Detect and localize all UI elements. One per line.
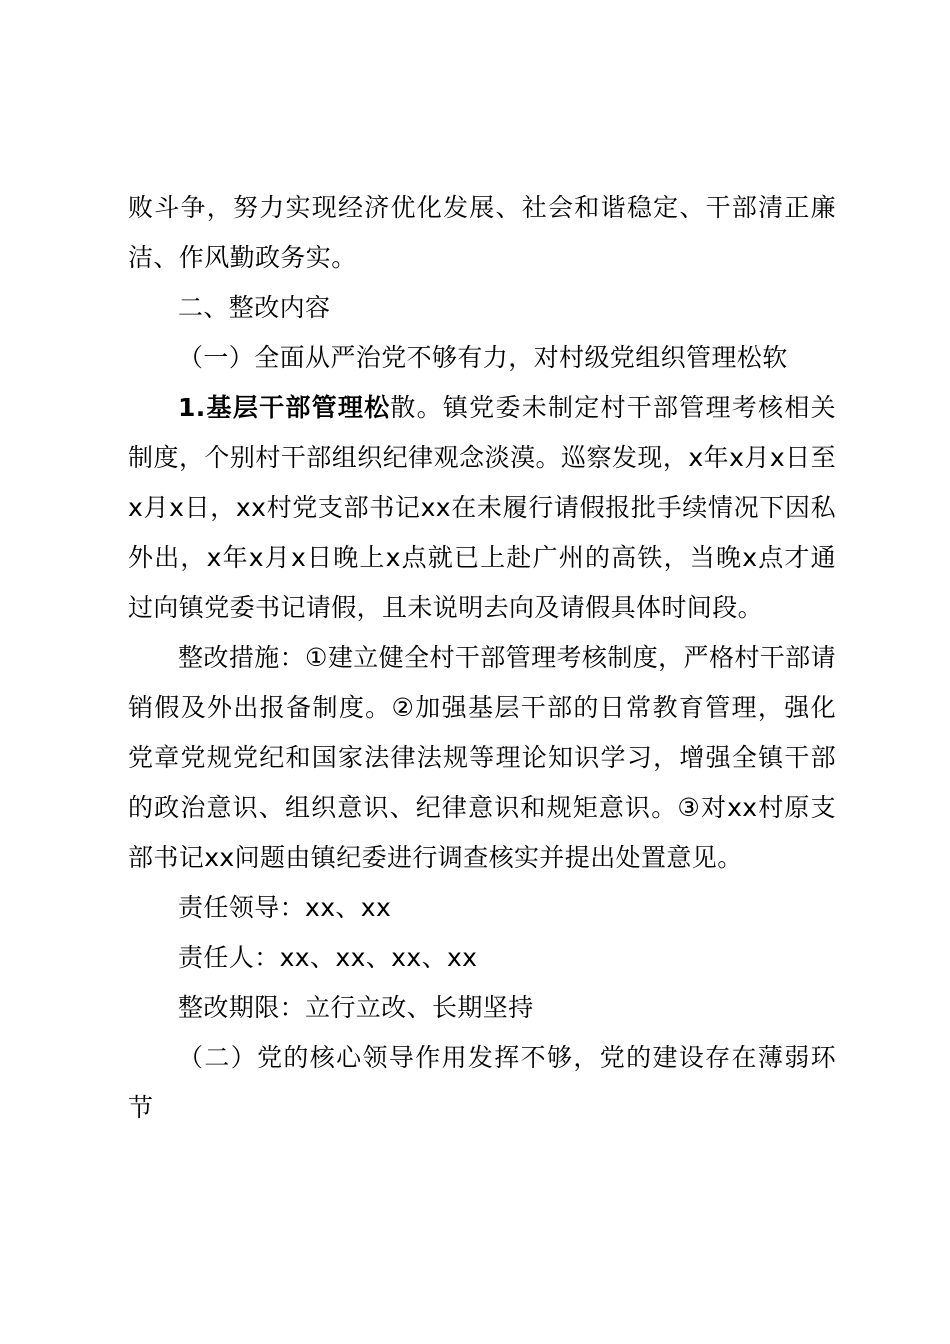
item-1-bold-lead: 1.基层干部管理松 xyxy=(178,393,391,422)
paragraph-item-1 xyxy=(128,383,836,633)
subsection-heading-1: （一）全面从严治党不够有力，对村级党组织管理松软 xyxy=(178,343,788,372)
paragraph-deadline: 整改期限：立行立改、长期坚持 xyxy=(178,993,534,1022)
paragraph-responsible-person: 责任人：xx、xx、xx、xx xyxy=(178,943,478,972)
subsection-heading-2: （二）党的核心领导作用发挥不够，党的建设存在薄弱环节 xyxy=(128,1043,836,1122)
document-body xyxy=(128,183,836,1133)
paragraph-rectification-measures: 整改措施：①建立健全村干部管理考核制度，严格村干部请销假及外出报备制度。②加强基层干部的日常教育管理，强化党章党规党纪和国家法律法规等理论知识学习，增强全镇干部的政治意识、组织意识、纪律意识和规矩意识。③对xx村原支部书记xx问题由镇纪委进行调查核实并提出处置意见。 xyxy=(128,643,836,872)
section-heading-rectification-content: 二、整改内容 xyxy=(178,293,331,322)
paragraph-responsible-leader: 责任领导：xx、xx xyxy=(178,893,392,922)
item-1-body: 散。镇党委未制定村干部管理考核相关制度，个别村干部组织纪律观念淡漠。巡察发现，x年x月x日至x月x日，xx村党支部书记xx在未履行请假报批手续情况下因私外出，x年x月x日晚上x点就已上赴广州的高铁，当晚x点才通过向镇党委书记请假，且未说明去向及请假具体时间段。 xyxy=(128,393,836,622)
paragraph-continuation: 败斗争，努力实现经济优化发展、社会和谐稳定、干部清正廉洁、作风勤政务实。 xyxy=(128,193,836,272)
